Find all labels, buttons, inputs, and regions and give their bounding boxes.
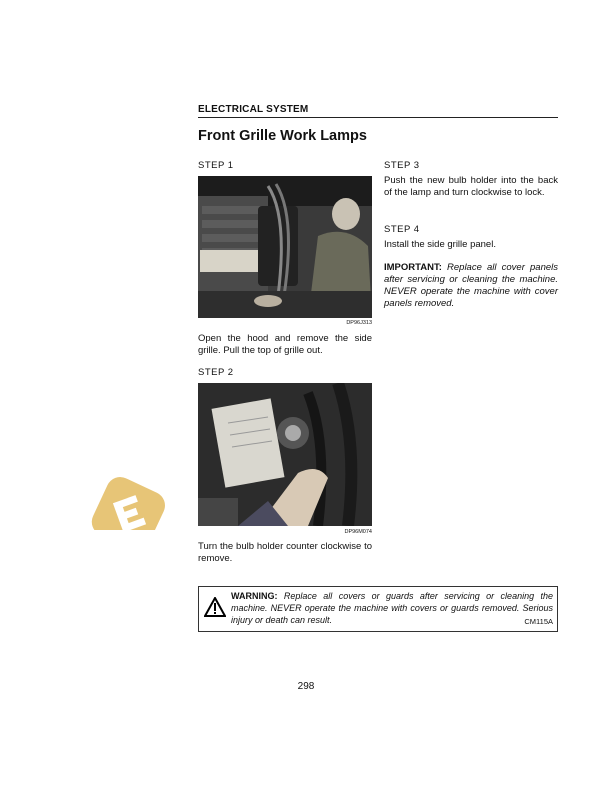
warning-message xyxy=(231,590,553,626)
warning-triangle-icon xyxy=(204,597,226,622)
step3-text: Push the new bulb holder into the back of the lamp and turn clockwise to lock. xyxy=(384,175,558,198)
warning-lead: WARNING: xyxy=(231,591,278,601)
step2-label: STEP 2 xyxy=(198,367,234,378)
step1-photo-code: DP96J313 xyxy=(346,320,372,326)
step2-photo-code: DP96M074 xyxy=(344,529,372,535)
step1-label: STEP 1 xyxy=(198,160,234,171)
step1-photo xyxy=(198,176,372,318)
warning-code: CM115A xyxy=(524,617,553,626)
step2-photo xyxy=(198,383,372,526)
step4-label: STEP 4 xyxy=(384,224,420,235)
watermark-logo-icon xyxy=(72,457,184,530)
step2-text: Turn the bulb holder counter clockwise to remove. xyxy=(198,541,372,564)
step1-text: Open the hood and remove the side grille. Pull the top of grille out. xyxy=(198,333,372,356)
step3-label: STEP 3 xyxy=(384,160,420,171)
warning-box xyxy=(198,586,558,632)
important-note xyxy=(384,262,558,310)
important-text: Replace all cover panels after servicing or cleaning the machine. NEVER operate the machine with cover panels removed. xyxy=(384,262,558,309)
important-lead: IMPORTANT: xyxy=(384,262,442,273)
page-number: 298 xyxy=(297,681,315,692)
warning-text: Replace all covers or guards after servicing or cleaning the machine. NEVER operate the machine with covers or guards removed. Serious injury or death can result. xyxy=(231,591,553,625)
section-header: ELECTRICAL SYSTEM xyxy=(198,104,558,118)
step4-text: Install the side grille panel. xyxy=(384,239,496,250)
page-title: Front Grille Work Lamps xyxy=(198,128,367,144)
